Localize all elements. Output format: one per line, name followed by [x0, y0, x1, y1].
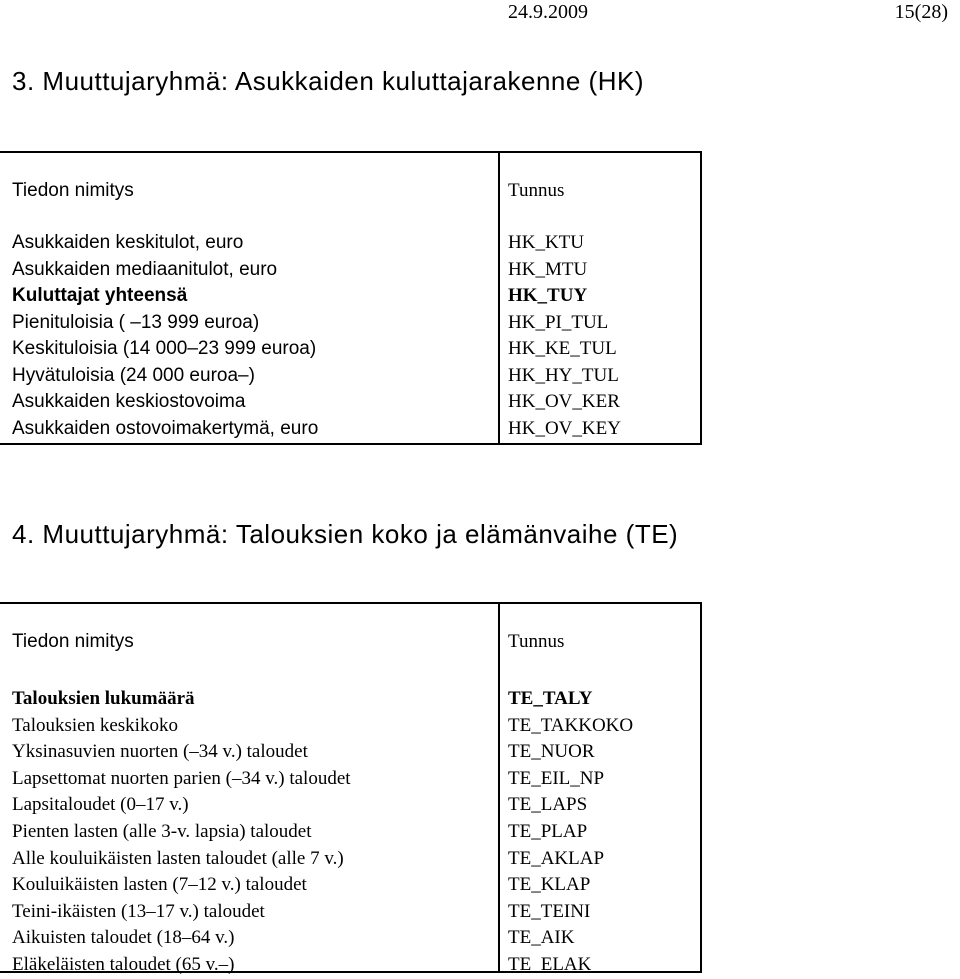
data-field-code: TE_NUOR — [508, 741, 595, 763]
data-field-code: TE_TALY — [508, 688, 593, 709]
data-field-name: Asukkaiden keskitulot, euro — [12, 232, 244, 253]
section-3-title: 3. Muuttujaryhmä: Asukkaiden kuluttajarakenne (HK) — [12, 66, 644, 96]
section-3-code-list — [508, 230, 702, 442]
section-3-name-list — [12, 230, 318, 442]
section-4-code-list — [508, 686, 702, 979]
data-field-name: Lapsettomat nuorten parien (–34 v.) taloudet — [12, 767, 351, 789]
data-field-name: Asukkaiden keskiostovoima — [12, 391, 246, 412]
data-field-name: Eläkeläisten taloudet (65 v.–) — [12, 953, 235, 975]
section-4-name-list — [12, 686, 351, 979]
data-field-code: HK_HY_TUL — [508, 364, 619, 386]
data-field-code: TE_LAPS — [508, 794, 588, 816]
data-field-code: TE_AIK — [508, 927, 575, 949]
data-field-code: TE_EIL_NP — [508, 767, 605, 789]
data-field-code: TE_TEINI — [508, 900, 591, 922]
section-4-table — [0, 602, 702, 973]
data-field-name: Talouksien lukumäärä — [12, 688, 195, 709]
data-field-name: Keskituloisia (14 000–23 999 euroa) — [12, 338, 317, 359]
section-3-code-header: Tunnus — [508, 180, 565, 201]
data-field-code: HK_TUY — [508, 285, 588, 306]
data-field-code: TE_KLAP — [508, 874, 591, 896]
data-field-code: TE_AKLAP — [508, 847, 605, 869]
data-field-name: Pienituloisia ( –13 999 euroa) — [12, 311, 260, 333]
data-field-name: Alle kouluikäisten lasten taloudet (alle 7 v.) — [12, 847, 344, 869]
page-header — [0, 0, 960, 24]
data-field-name: Asukkaiden mediaanitulot, euro — [12, 258, 278, 280]
section-3-code-column — [498, 153, 702, 443]
data-field-name: Lapsitaloudet (0–17 v.) — [12, 794, 189, 816]
data-field-name: Talouksien keskikoko — [12, 714, 178, 736]
data-field-name: Pienten lasten (alle 3-v. lapsia) taloudet — [12, 820, 312, 842]
data-field-name: Teini-ikäisten (13–17 v.) taloudet — [12, 900, 265, 922]
section-4-name-column — [12, 604, 351, 979]
section-4-code-column — [498, 604, 702, 975]
data-field-code: HK_OV_KEY — [508, 417, 621, 439]
data-field-code: HK_KTU — [508, 232, 584, 253]
data-field-code: TE_PLAP — [508, 820, 588, 842]
data-field-code: HK_OV_KER — [508, 391, 620, 412]
data-field-name: Hyvätuloisia (24 000 euroa–) — [12, 364, 255, 386]
data-field-name: Kuluttajat yhteensä — [12, 285, 188, 306]
data-field-code: HK_KE_TUL — [508, 338, 617, 359]
section-4-name-header: Tiedon nimitys — [12, 631, 134, 652]
section-3-table — [0, 151, 702, 445]
document-date: 24.9.2009 — [508, 1, 588, 23]
data-field-code: TE_TAKKOKO — [508, 714, 634, 736]
section-4-code-header: Tunnus — [508, 631, 565, 652]
section-3-name-header: Tiedon nimitys — [12, 180, 134, 201]
section-4-title: 4. Muuttujaryhmä: Talouksien koko ja elämänvaihe (TE) — [12, 519, 679, 549]
data-field-code: TE_ELAK — [508, 953, 592, 975]
data-field-code: HK_PI_TUL — [508, 311, 609, 333]
data-field-name: Asukkaiden ostovoimakertymä, euro — [12, 417, 319, 439]
data-field-name: Aikuisten taloudet (18–64 v.) — [12, 927, 235, 949]
data-field-name: Yksinasuvien nuorten (–34 v.) taloudet — [12, 741, 308, 763]
section-3-name-column — [12, 153, 318, 442]
data-field-name: Kouluikäisten lasten (7–12 v.) taloudet — [12, 874, 307, 896]
page-number: 15(28) — [894, 1, 948, 23]
data-field-code: HK_MTU — [508, 258, 588, 280]
